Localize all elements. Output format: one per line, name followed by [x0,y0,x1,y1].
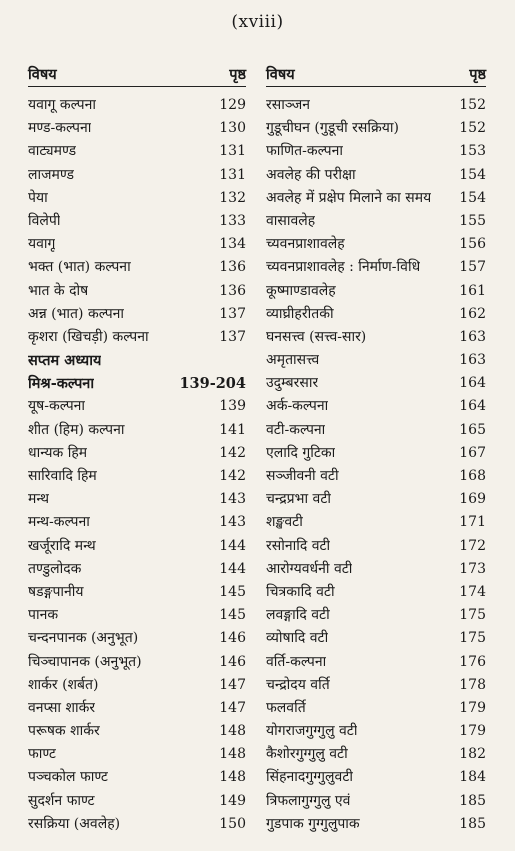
entry-title: व्योषादि वटी [266,630,329,647]
entry-title: अन्न (भात) कल्पना [28,305,125,322]
entry-title: घनसत्त्व (सत्त्व-सार) [266,328,367,345]
index-entry [28,420,246,443]
entry-page: 132 [219,189,246,206]
index-entry [266,350,486,373]
index-entry [28,165,246,188]
index-entry [28,628,246,651]
entry-page: 148 [219,723,246,740]
index-entry [28,721,246,744]
entry-page: 149 [219,792,246,809]
index-entry [28,211,246,234]
entry-title: च्यवनप्राशावलेह [266,236,345,253]
entry-page: 130 [219,120,246,137]
entry-title: वनप्सा शार्कर [28,699,96,716]
entry-title: फलवर्ति [266,699,306,716]
entry-title: यवागू कल्पना [28,97,96,113]
entry-page: 136 [219,259,246,276]
index-entry [266,466,486,489]
index-entry [266,165,486,188]
entry-page: 147 [219,676,246,693]
entry-title: योगराजगुग्गुलु वटी [266,723,358,740]
entry-title: कृशरा (खिचड़ी) कल्पना [28,328,149,345]
entry-title: शीत (हिम) कल्पना [28,421,125,438]
index-entry [28,536,246,559]
entry-page: 176 [459,653,486,670]
entry-page: 182 [459,746,486,763]
entry-page: 144 [219,537,246,554]
index-entry [266,281,486,304]
entry-page: 146 [219,653,246,670]
entry-title: त्रिफलागुग्गुलु एवं [266,792,351,809]
index-entry [28,675,246,698]
entry-title: पानक [28,607,59,624]
index-entry [266,443,486,466]
entry-page: 145 [219,583,246,600]
entry-page: 131 [219,143,246,160]
entry-title: व्याघ्रीहरीतकी [266,305,334,322]
entry-page: 143 [219,514,246,531]
entry-title: विलेपी [28,212,61,229]
entry-page: 157 [459,259,486,276]
entry-title: रसाञ्जन [266,97,310,113]
entry-page: 165 [459,421,486,438]
entry-page: 153 [459,143,486,160]
entry-title: रसक्रिया (अवलेह) [28,815,121,832]
entry-page: 175 [459,607,486,624]
entry-page: 161 [459,282,486,299]
index-entry [266,628,486,651]
entry-page: 164 [459,398,486,415]
entry-title: शङ्खवटी [266,514,303,531]
entry-title: कूष्माण्डावलेह [266,282,336,299]
index-entry [266,721,486,744]
index-entry [28,652,246,675]
entry-list [266,95,486,837]
index-entry [28,118,246,141]
index-entry [28,767,246,790]
index-entry [266,814,486,837]
entry-page: 152 [459,97,486,113]
entry-title: यूष-कल्पना [28,398,86,415]
index-entry [28,350,246,373]
entry-page: 133 [219,212,246,229]
entry-page: 169 [459,491,486,508]
entry-page: 164 [459,375,486,392]
page-heading: पृष्ठ [469,66,486,83]
page-number: (xviii) [231,12,284,32]
entry-page: 142 [219,468,246,484]
entry-page: 148 [219,769,246,786]
entry-page: 163 [459,328,486,345]
entry-title: मिश्र-कल्पना [28,375,95,393]
index-entry [28,443,246,466]
entry-page: 162 [459,305,486,322]
index-entry [266,559,486,582]
entry-page: 175 [459,630,486,647]
index-entry [28,257,246,280]
entry-page: 131 [219,166,246,183]
entry-list [28,95,246,837]
entry-title: चन्द्रोदय वर्ति [266,676,330,693]
index-entry [266,188,486,211]
index-entry [28,791,246,814]
entry-page: 178 [459,676,486,693]
index-entry [28,234,246,257]
index-entry [266,420,486,443]
index-entry [28,814,246,837]
entry-page: 134 [219,236,246,253]
column-header [266,64,486,87]
index-entry [266,698,486,721]
entry-title: गुडपाक गुग्गुलुपाक [266,815,360,832]
entry-title: वासावलेह [266,212,316,229]
entry-page: 142 [219,444,246,461]
entry-title: मन्थ [28,491,50,508]
subject-heading: विषय [266,66,295,83]
entry-page: 146 [219,630,246,647]
index-column-right [266,64,486,837]
entry-page: 156 [459,236,486,253]
entry-title: षडङ्गपानीय [28,583,84,600]
entry-page: 155 [459,212,486,229]
index-entry [266,396,486,419]
entry-page: 179 [459,723,486,740]
index-entry [266,211,486,234]
entry-title: सप्तम अध्याय [28,352,102,370]
entry-title: सिंहनादगुग्गुलुवटी [266,769,354,786]
index-entry [28,188,246,211]
index-entry [266,257,486,280]
entry-title: मन्थ-कल्पना [28,514,90,531]
entry-title: चिञ्चापानक (अनुभूत) [28,653,142,670]
index-entry [28,95,246,118]
entry-page: 174 [459,583,486,600]
entry-title: भात के दोष [28,282,89,299]
entry-page: 129 [219,97,246,113]
entry-title: पञ्चकोल फाण्ट [28,769,108,786]
index-entry [266,791,486,814]
entry-title: यवागू [28,236,56,253]
entry-title: च्यवनप्राशावलेह : निर्माण-विधि [266,259,421,276]
entry-title: लवङ्गादि वटी [266,607,330,624]
index-entry [266,373,486,396]
index-entry [28,559,246,582]
entry-title: सुदर्शन फाण्ट [28,792,95,809]
index-entry [28,489,246,512]
index-entry [266,582,486,605]
entry-page: 168 [459,468,486,484]
entry-title: शार्कर (शर्बत) [28,676,99,693]
index-column-left [28,64,246,837]
entry-page: 137 [219,328,246,345]
entry-page: 184 [459,769,486,786]
entry-title: परूषक शार्कर [28,723,100,740]
entry-title: चन्द्रप्रभा वटी [266,491,331,508]
index-entry [266,767,486,790]
entry-title: सञ्जीवनी वटी [266,468,339,484]
entry-title: चन्दनपानक (अनुभूत) [28,630,139,647]
entry-page: 173 [459,560,486,577]
index-entry [266,327,486,350]
entry-title: अर्क-कल्पना [266,398,329,415]
entry-title: सारिवादि हिम [28,468,97,484]
entry-title: खर्जूरादि मन्थ [28,537,96,554]
subject-heading: विषय [28,66,57,83]
entry-title: आरोग्यवर्धनी वटी [266,560,353,577]
entry-title: गुडूचीघन (गुडूची रसक्रिया) [266,120,399,137]
entry-page: 137 [219,305,246,322]
index-entry [28,466,246,489]
page-heading: पृष्ठ [229,66,246,83]
index-entry [266,536,486,559]
index-entry [28,141,246,164]
entry-page: 163 [459,352,486,369]
entry-page: 154 [459,189,486,206]
index-entry [266,95,486,118]
index-entry [266,512,486,535]
entry-title: रसोनादि वटी [266,537,331,554]
entry-title: उदुम्बरसार [266,375,319,392]
index-entry [28,396,246,419]
entry-page: 141 [219,421,246,438]
entry-title: पेया [28,189,48,206]
entry-page: 185 [459,792,486,809]
index-entry [28,744,246,767]
entry-title: फाण्ट [28,746,56,763]
entry-title: अमृतासत्त्व [266,352,320,369]
entry-page: 152 [459,120,486,137]
entry-title: लाजमण्ड [28,166,75,183]
index-entry [266,489,486,512]
entry-page: 139 [219,398,246,415]
index-entry [266,141,486,164]
entry-title: चित्रकादि वटी [266,583,335,600]
entry-page: 179 [459,699,486,716]
index-entry [266,605,486,628]
entry-title: तण्डुलोदक [28,560,82,577]
index-entry [28,605,246,628]
entry-page: 167 [459,444,486,461]
entry-page: 154 [459,166,486,183]
index-entry [28,582,246,605]
entry-page: 145 [219,607,246,624]
index-entry [28,304,246,327]
index-entry [266,304,486,327]
entry-title: वटी-कल्पना [266,421,326,438]
entry-page: 171 [459,514,486,531]
index-entry [266,675,486,698]
entry-title: अवलेह में प्रक्षेप मिलाने का समय [266,189,432,206]
entry-page: 148 [219,746,246,763]
entry-page: 139-204 [179,375,246,393]
entry-title: वर्ति-कल्पना [266,653,327,670]
column-header [28,64,246,87]
entry-title: भक्त (भात) कल्पना [28,259,131,276]
index-entry [266,744,486,767]
entry-title: अवलेह की परीक्षा [266,166,356,183]
entry-page: 143 [219,491,246,508]
index-entry [28,698,246,721]
index-entry [28,512,246,535]
entry-title: वाट्यमण्ड [28,143,77,160]
entry-page: 144 [219,560,246,577]
index-entry [266,234,486,257]
entry-page: 150 [219,815,246,832]
entry-title: धान्यक हिम [28,444,88,461]
entry-title: कैशोरगुग्गुलु वटी [266,746,348,763]
entry-title: मण्ड-कल्पना [28,120,92,137]
entry-page: 136 [219,282,246,299]
entry-title: फाणित-कल्पना [266,143,343,160]
index-entry [28,281,246,304]
index-entry [28,327,246,350]
entry-title: एलादि गुटिका [266,444,336,461]
entry-page: 172 [459,537,486,554]
index-entry [28,373,246,396]
entry-page: 185 [459,815,486,832]
index-entry [266,652,486,675]
entry-page: 147 [219,699,246,716]
index-entry [266,118,486,141]
